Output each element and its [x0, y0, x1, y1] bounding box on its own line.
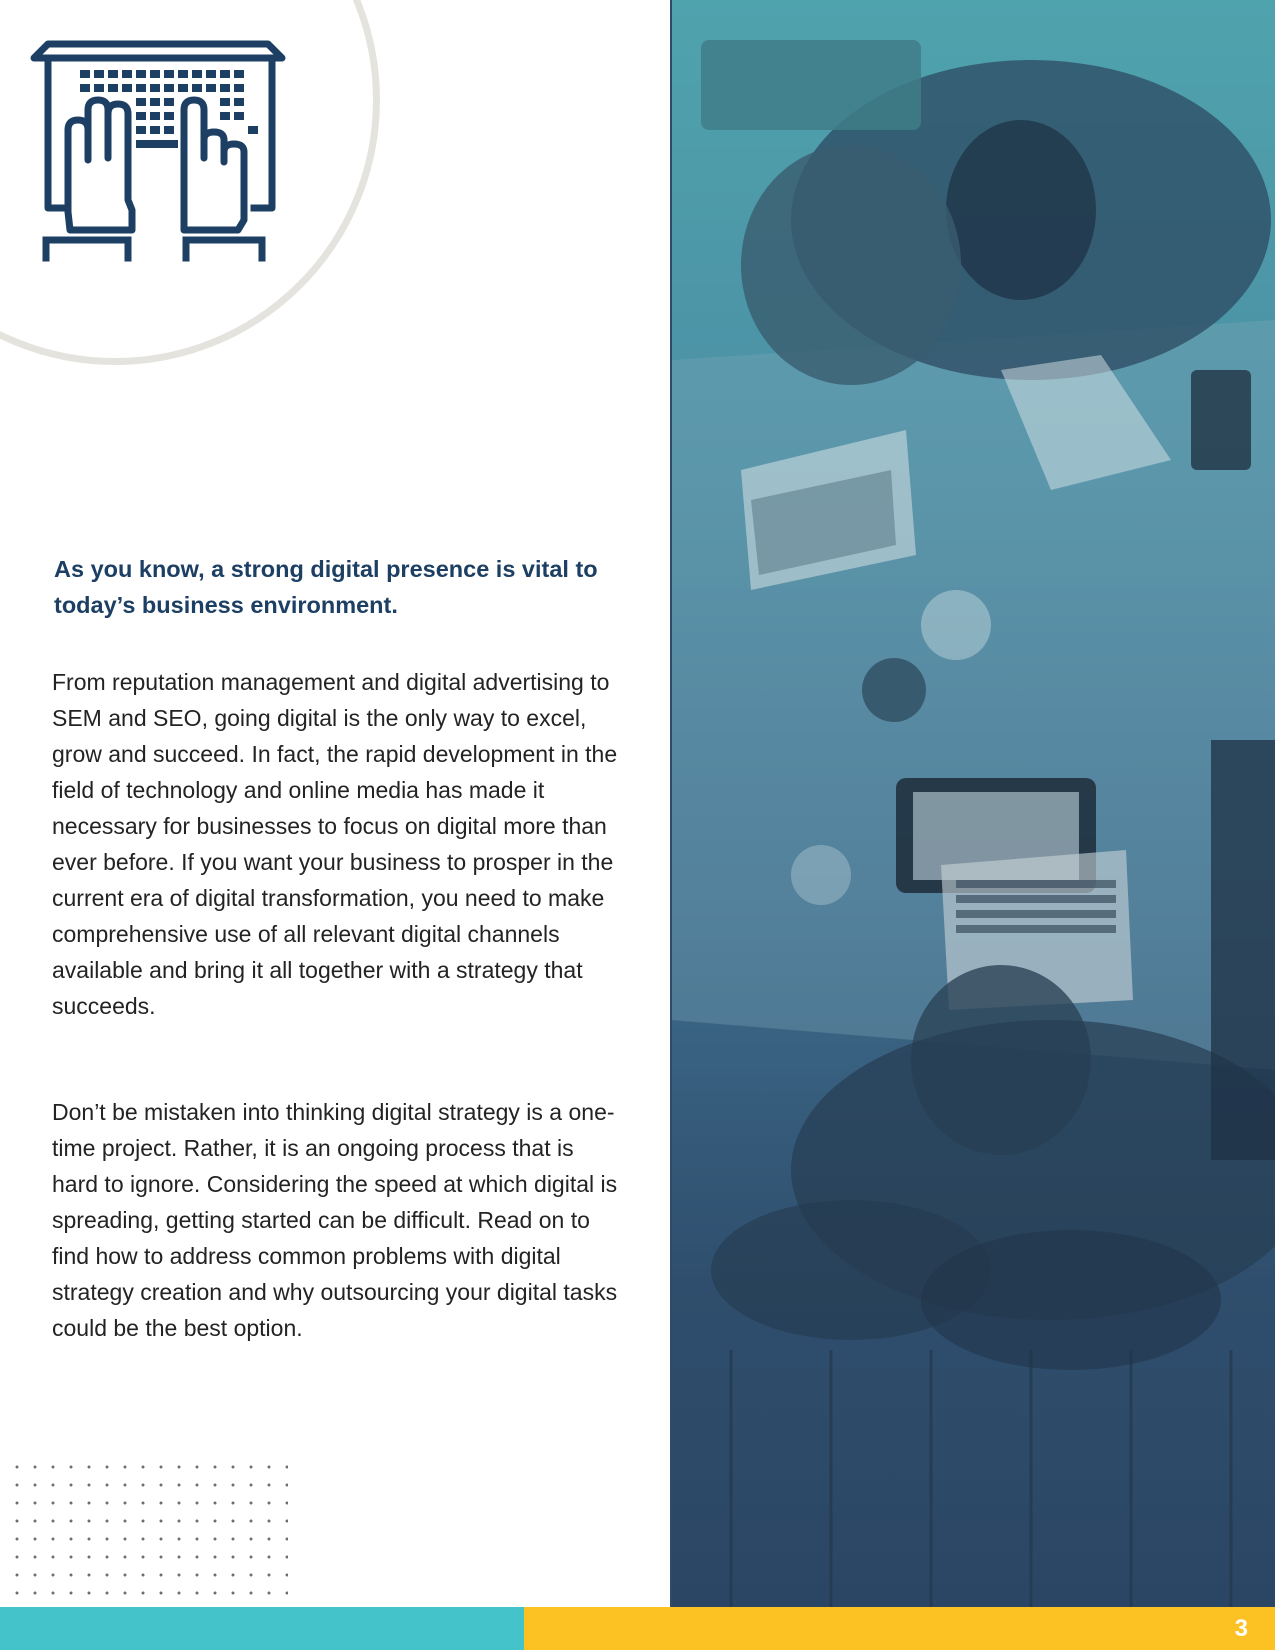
page-number: 3 [1234, 1615, 1248, 1642]
dot-pattern [8, 1458, 288, 1608]
photo-divider [670, 0, 672, 1607]
footer-teal-bar [0, 1607, 524, 1650]
footer-yellow-bar [524, 1607, 1275, 1650]
body-paragraph-1: From reputation management and digital advertising to SEM and SEO, going digital is the only way to excel, grow and succeed. In fact, the rapid development in the field of technology and online media has made it necessary for businesses to focus on digital more than ever before. If you want your business to prosper in the current era of digital transformation, you need to make comprehensive use of all relevant digital channels available and bring it all together with a strategy that succeeds. [52, 669, 618, 1019]
laptop-typing-icon [28, 40, 290, 272]
body-paragraph-2: Don’t be mistaken into thinking digital strategy is a one-time project. Rather, it is an ongoing process that is hard to ignore. Considering the speed at which digital is spreading, getting started can be difficult. Read on to find how to address common problems with digital strategy creation and why outsourcing your digital tasks could be the best option. [52, 1099, 618, 1341]
intro-heading: As you know, a strong digital presence is vital to today’s business environment. [54, 556, 598, 618]
team-meeting-photo [671, 0, 1275, 1607]
